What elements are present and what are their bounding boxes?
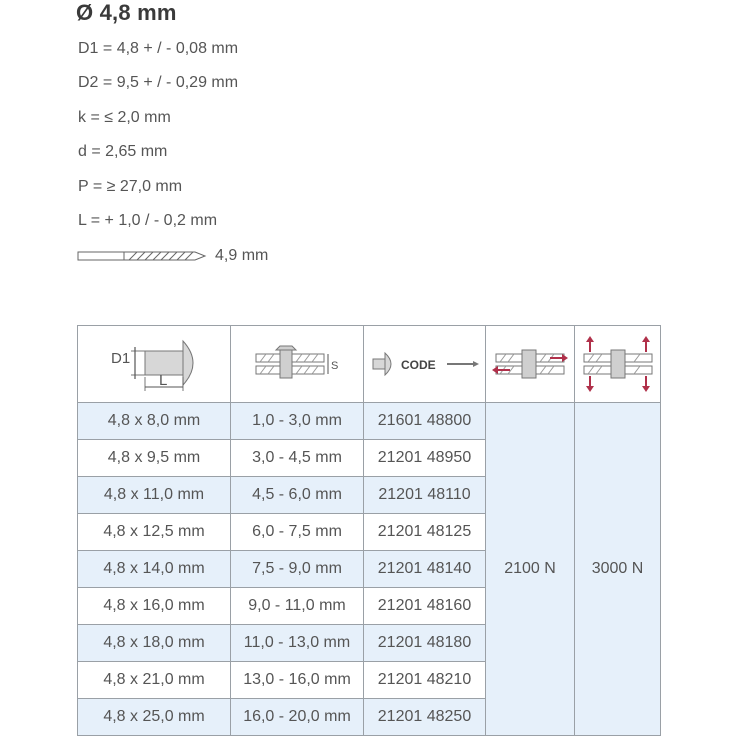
spec-d2: D2 = 9,5 + / - 0,29 mm [78,74,239,91]
page-title: Ø 4,8 mm [76,0,177,25]
table-header-row [78,326,661,403]
article-code-cell: 21201 48950 [364,440,486,477]
tensile-force-icon [578,334,658,394]
spec-d: d = 2,65 mm [78,143,168,160]
rivet-size-cell: 4,8 x 25,0 mm [78,699,231,736]
rivet-size-cell: 4,8 x 18,0 mm [78,625,231,662]
svg-text:L: L [159,372,168,389]
spec-l: L = + 1,0 / - 0,2 mm [78,212,218,229]
article-code-cell: 21201 48160 [364,588,486,625]
rivet-spec-table [77,325,661,736]
grip-range-cell: 6,0 - 7,5 mm [231,514,364,551]
rivet-size-cell: 4,8 x 9,5 mm [78,440,231,477]
drill-size-value: 4,9 mm [215,247,269,264]
grip-range-cell: 9,0 - 11,0 mm [231,588,364,625]
article-code-cell: 21201 48180 [364,625,486,662]
shear-force-cell: 2100 N [486,403,575,736]
grip-range-cell: 11,0 - 13,0 mm [231,625,364,662]
article-code-cell: 21201 48125 [364,514,486,551]
rivet-size-cell: 4,8 x 21,0 mm [78,662,231,699]
rivet-size-cell: 4,8 x 12,5 mm [78,514,231,551]
header-article-code [364,326,486,403]
article-code-cell: 21601 48800 [364,403,486,440]
rivet-size-cell: 4,8 x 16,0 mm [78,588,231,625]
grip-range-cell: 16,0 - 20,0 mm [231,699,364,736]
table-row [78,403,661,440]
grip-range-cell: 3,0 - 4,5 mm [231,440,364,477]
spec-k: k = ≤ 2,0 mm [78,109,171,126]
svg-text:CODE: CODE [400,358,436,372]
rivet-size-cell: 4,8 x 11,0 mm [78,477,231,514]
article-code-cell: 21201 48110 [364,477,486,514]
drill-bit-icon [77,248,207,264]
header-grip-range [231,326,364,403]
grip-range-cell: 1,0 - 3,0 mm [231,403,364,440]
rivet-size-cell: 4,8 x 14,0 mm [78,551,231,588]
header-shear-force [486,326,575,403]
grip-range-cell: 7,5 - 9,0 mm [231,551,364,588]
article-code-cell: 21201 48140 [364,551,486,588]
svg-text:S: S [331,360,339,372]
grip-range-cell: 4,5 - 6,0 mm [231,477,364,514]
article-code-cell: 21201 48210 [364,662,486,699]
shear-force-icon [488,342,572,386]
svg-text:D1: D1 [111,350,131,367]
rivet-code-icon [369,349,481,379]
spec-d1: D1 = 4,8 + / - 0,08 mm [78,40,239,57]
header-rivet-dimensions [78,326,231,403]
tensile-force-cell: 3000 N [575,403,661,736]
grip-range-cell: 13,0 - 16,0 mm [231,662,364,699]
grip-range-icon [252,344,342,384]
rivet-dimensions-icon [99,333,209,395]
article-code-cell: 21201 48250 [364,699,486,736]
spec-p: P = ≥ 27,0 mm [78,178,183,195]
header-tensile-force [575,326,661,403]
drill-size-row [77,247,268,265]
rivet-size-cell: 4,8 x 8,0 mm [78,403,231,440]
